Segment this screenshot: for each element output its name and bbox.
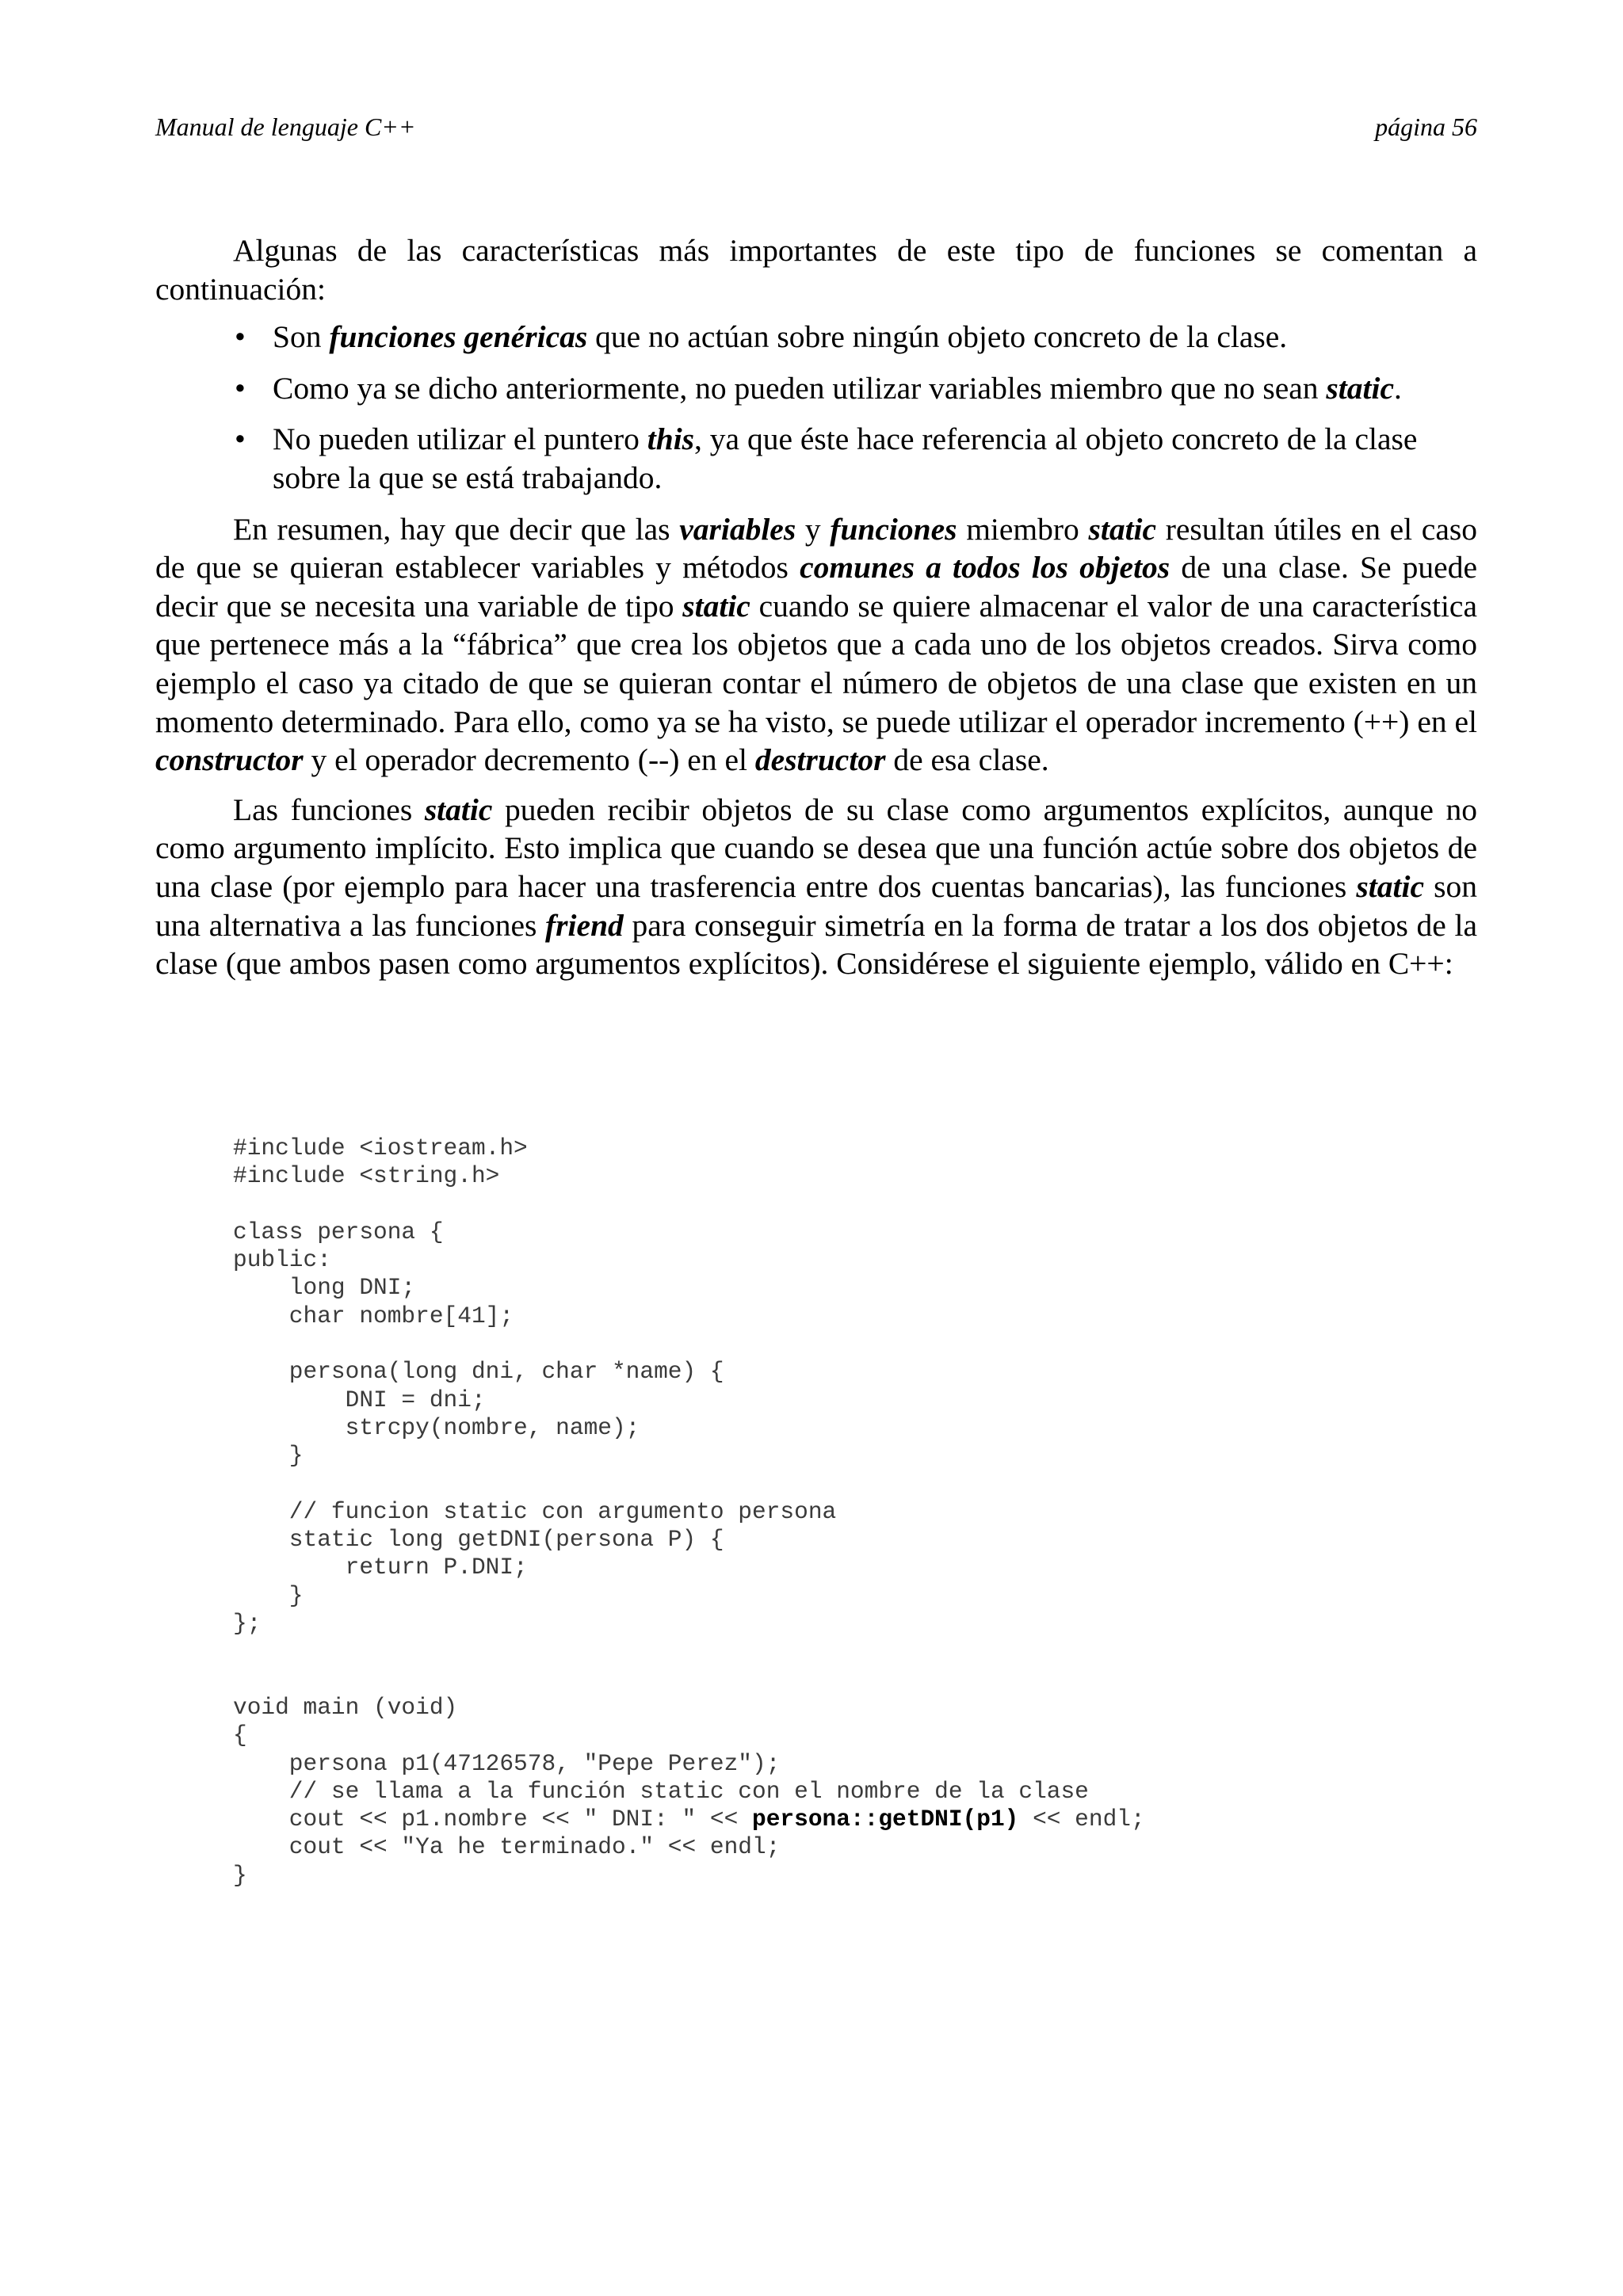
list-item bbox=[155, 369, 1477, 408]
text-run: de esa clase. bbox=[885, 742, 1049, 778]
list-item-text: , ya que éste hace referencia al objeto concreto de la clase sobre la que se está trabajando. bbox=[273, 421, 1418, 495]
code-line: public: bbox=[233, 1246, 331, 1274]
code-listing bbox=[233, 1135, 1469, 1890]
intro-paragraph: Algunas de las características más importantes de este tipo de funciones se comentan a continuación: bbox=[155, 233, 1477, 307]
characteristics-list bbox=[155, 318, 1477, 497]
list-item-text: Como ya se dicho anteriormente, no pueden utilizar variables miembro que no sean bbox=[273, 370, 1327, 406]
keyword: funciones genéricas bbox=[329, 319, 588, 355]
code-line: long DNI; bbox=[233, 1274, 416, 1302]
text-run: Las funciones bbox=[233, 791, 425, 827]
text-run: En resumen, hay que decir que las bbox=[233, 511, 680, 547]
code-line bbox=[233, 1638, 1469, 1665]
keyword: this bbox=[647, 421, 695, 457]
document-title: Manual de lenguaje C++ bbox=[155, 113, 416, 141]
body-text bbox=[155, 231, 1477, 983]
text-run: de una clase. Se puede decir que se necesita una variable de tipo bbox=[155, 550, 1477, 624]
keyword: static bbox=[1356, 868, 1424, 904]
code-highlight: persona::getDNI(p1) bbox=[752, 1806, 1019, 1833]
code-line: return P.DNI; bbox=[233, 1554, 528, 1581]
code-line: #include <string.h> bbox=[233, 1162, 500, 1190]
code-comment: // funcion static con argumento persona bbox=[233, 1497, 837, 1525]
code-line: class persona { bbox=[233, 1218, 444, 1245]
text-run: y el operador decremento (--) en el bbox=[303, 742, 755, 778]
list-item bbox=[155, 420, 1477, 497]
code-line: DNI = dni; bbox=[233, 1386, 486, 1413]
text-run: para conseguir simetría en la forma de tratar a los dos objetos de la clase (que ambos pasen como argumentos explícitos). Considérese el siguiente ejemplo, válido en C++: bbox=[155, 907, 1477, 982]
code-line: cout << "Ya he terminado." << endl; bbox=[233, 1833, 781, 1861]
list-item-text: Son bbox=[273, 319, 330, 355]
code-line: #include <iostream.h> bbox=[233, 1135, 528, 1161]
code-line bbox=[233, 1191, 1469, 1219]
code-line bbox=[233, 1330, 1469, 1358]
keyword: constructor bbox=[155, 742, 304, 778]
code-line: persona p1(47126578, "Pepe Perez"); bbox=[233, 1749, 781, 1777]
code-line: } bbox=[233, 1581, 304, 1609]
code-line: strcpy(nombre, name); bbox=[233, 1413, 640, 1441]
keyword: static bbox=[1326, 370, 1394, 406]
keyword: funciones bbox=[830, 511, 957, 547]
code-line: void main (void) bbox=[233, 1693, 458, 1721]
keyword: comunes a todos los objetos bbox=[800, 550, 1170, 585]
code-line: persona(long dni, char *name) { bbox=[233, 1358, 724, 1386]
code-line: } bbox=[233, 1442, 304, 1470]
list-item bbox=[155, 318, 1477, 357]
keyword: friend bbox=[545, 907, 624, 943]
page-number: página 56 bbox=[1375, 113, 1477, 141]
code-line: char nombre[41]; bbox=[233, 1302, 514, 1329]
text-run: pueden recibir objetos de su clase como argumentos explícitos, aunque no como argumento implícito. Esto implica que cuando se desea que una función actúe sobre dos objetos de una clase (por ejemplo para hacer una trasferencia entre dos cuentas bancarias), las funciones bbox=[155, 791, 1477, 904]
code-line bbox=[233, 1806, 1469, 1833]
text-run: miembro bbox=[957, 511, 1089, 547]
code-text: << endl; bbox=[1018, 1806, 1145, 1833]
keyword: static bbox=[424, 791, 493, 827]
code-line: } bbox=[233, 1861, 247, 1889]
code-line: }; bbox=[233, 1610, 262, 1638]
static-functions-paragraph bbox=[155, 791, 1477, 983]
code-line: { bbox=[233, 1722, 247, 1749]
text-run: y bbox=[796, 511, 831, 547]
summary-paragraph bbox=[155, 510, 1477, 780]
text-run: resultan útiles en el caso de que se quieran establecer variables y métodos bbox=[155, 511, 1477, 585]
code-comment: // se llama a la función static con el nombre de la clase bbox=[233, 1777, 1089, 1805]
keyword: static bbox=[1088, 511, 1157, 547]
code-line bbox=[233, 1470, 1469, 1498]
keyword: destructor bbox=[754, 742, 886, 778]
list-item-text: . bbox=[1394, 370, 1402, 406]
keyword: static bbox=[682, 588, 750, 624]
keyword: variables bbox=[679, 511, 796, 547]
code-line: static long getDNI(persona P) { bbox=[233, 1526, 724, 1554]
list-item-text: No pueden utilizar el puntero bbox=[273, 421, 647, 457]
text-run: son una alternativa a las funciones bbox=[155, 868, 1477, 943]
code-text: cout << p1.nombre << " DNI: " << bbox=[233, 1806, 753, 1833]
text-run: cuando se quiere almacenar el valor de una característica que pertenece más a la “fábrica” que crea los objetos que a cada uno de los objetos creados. Sirva como ejemplo el caso ya citado de que se quieran contar el número de objetos de una clase que existen en un momento determinado. Para ello, como ya se ha visto, se puede utilizar el operador incremento (++) en el bbox=[155, 588, 1477, 739]
list-item-text: que no actúan sobre ningún objeto concreto de la clase. bbox=[587, 319, 1288, 355]
code-line bbox=[233, 1666, 1469, 1694]
